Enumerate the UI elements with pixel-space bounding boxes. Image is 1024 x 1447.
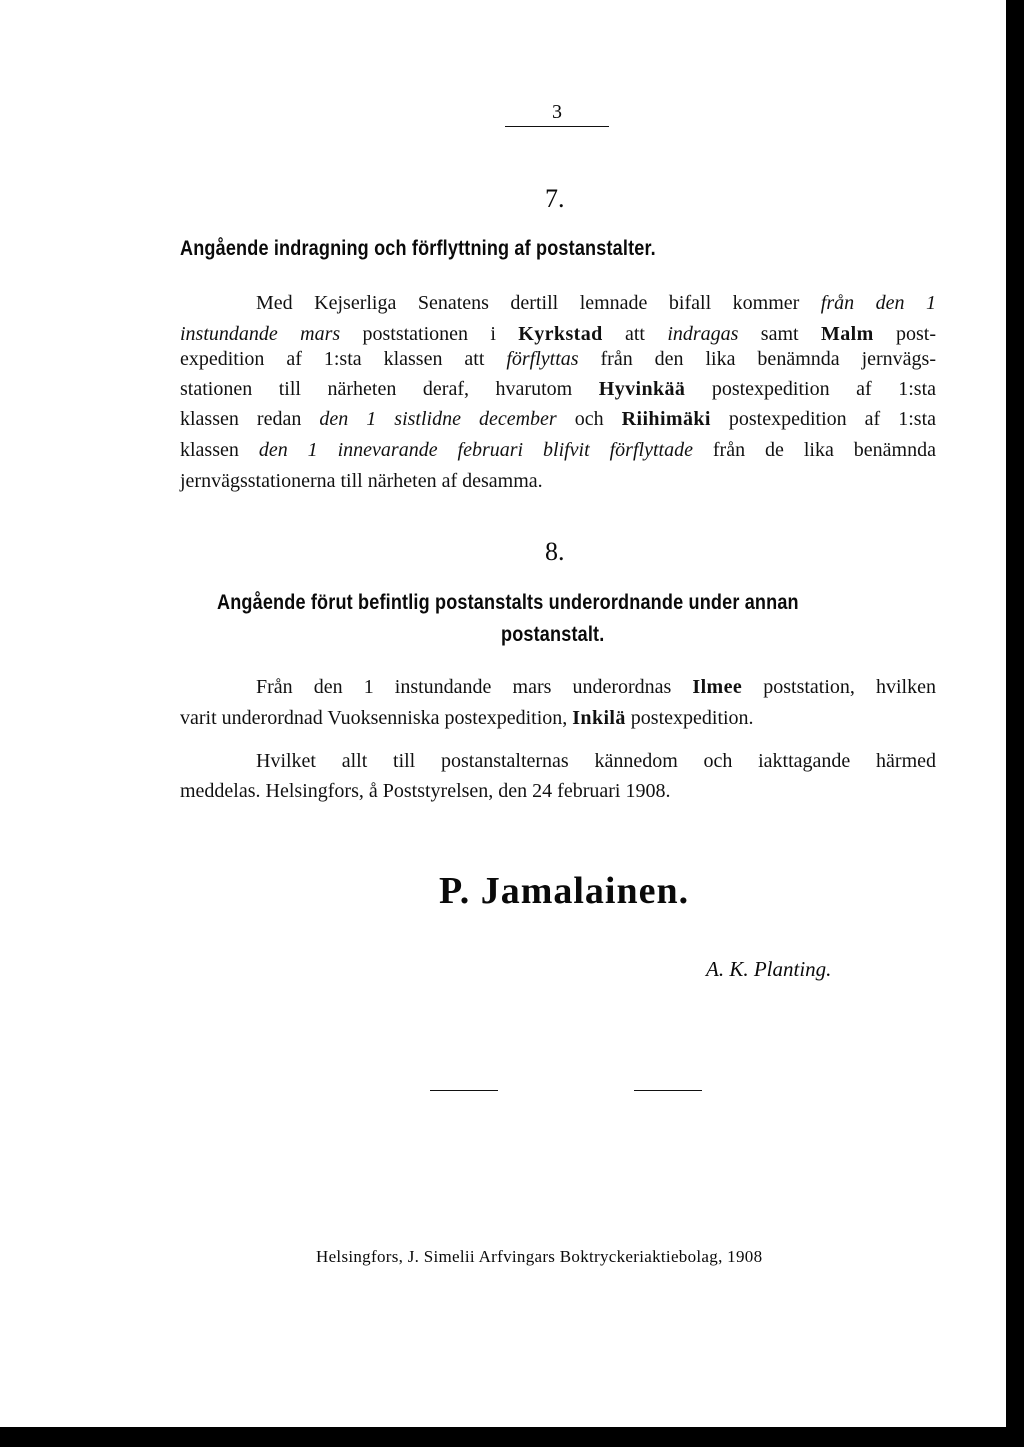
section-7-line: [180, 468, 543, 494]
section-8-line: [256, 674, 936, 700]
page-number: 3: [552, 101, 562, 123]
text-segment: från de lika benämnda: [692, 439, 936, 461]
closing-line: [256, 748, 936, 774]
text-segment: från den lika benämnda jernvägs-: [578, 348, 936, 370]
italic-segment: förflyttas: [506, 348, 579, 370]
text-segment: meddelas. Helsingfors, å Poststyrelsen, den 24 februari 1908.: [180, 780, 671, 802]
bold-segment: Kyrkstad: [518, 323, 603, 345]
section-8-number: 8.: [545, 537, 565, 566]
text-segment: poststation, hvilken: [742, 676, 936, 698]
section-8-heading-line-1: Angående förut befintlig postanstalts underordnande under annan: [217, 591, 799, 614]
text-segment: Från den 1 instundande mars underordnas: [256, 676, 693, 698]
text-segment: klassen redan: [180, 408, 320, 430]
separator-left: [430, 1090, 498, 1091]
text-segment: varit underordnad Vuoksenniska postexpedition,: [180, 707, 573, 729]
bold-segment: Hyvinkää: [598, 378, 686, 400]
printer-imprint: Helsingfors, J. Simelii Arfvingars Boktryckeriaktiebolag, 1908: [316, 1247, 763, 1266]
section-7-line: [256, 290, 936, 316]
text-segment: att: [602, 323, 668, 345]
section-7-line: [180, 376, 936, 402]
italic-segment: den 1 innevarande februari blifvit förflyttade: [258, 439, 693, 461]
page-number-rule: [505, 126, 609, 127]
italic-segment: indragas: [667, 323, 739, 345]
section-7-number: 7.: [545, 184, 565, 213]
text-segment: expedition af 1:sta klassen att: [180, 348, 507, 370]
bold-segment: Inkilä: [572, 707, 626, 729]
text-segment: postexpedition af 1:sta: [710, 408, 937, 430]
closing-line: [180, 778, 670, 804]
signature-main: P. Jamalainen.: [439, 870, 690, 912]
text-segment: jernvägsstationerna till närheten af desamma.: [180, 470, 543, 492]
separator-right: [634, 1090, 702, 1091]
text-segment: Hvilket allt till postanstalternas kännedom och iakttagande härmed: [256, 750, 936, 772]
section-7-line: [180, 321, 936, 347]
bold-segment: Malm: [820, 323, 874, 345]
text-segment: Med Kejserliga Senatens dertill lemnade bifall kommer: [256, 292, 821, 314]
text-segment: post-: [873, 323, 936, 345]
text-segment: postexpedition.: [625, 707, 754, 729]
section-7-line: [180, 437, 936, 463]
bold-segment: Riihimäki: [621, 408, 711, 430]
italic-segment: instundande mars: [180, 323, 341, 345]
italic-segment: den 1 sistlidne december: [319, 408, 557, 430]
text-segment: stationen till närheten deraf, hvarutom: [180, 378, 599, 400]
text-segment: klassen: [180, 439, 259, 461]
italic-segment: från den 1: [820, 292, 937, 314]
section-7-line: [180, 406, 936, 432]
bold-segment: Ilmee: [692, 676, 743, 698]
section-7-heading: Angående indragning och förflyttning af postanstalter.: [180, 237, 656, 260]
section-7-line: [180, 346, 936, 372]
signature-secondary: A. K. Planting.: [706, 957, 832, 981]
text-segment: poststationen i: [340, 323, 519, 345]
text-segment: postexpedition af 1:sta: [685, 378, 936, 400]
section-8-line: [180, 705, 754, 731]
section-8-heading-line-2: postanstalt.: [501, 623, 605, 646]
text-segment: samt: [738, 323, 821, 345]
text-segment: och: [556, 408, 622, 430]
